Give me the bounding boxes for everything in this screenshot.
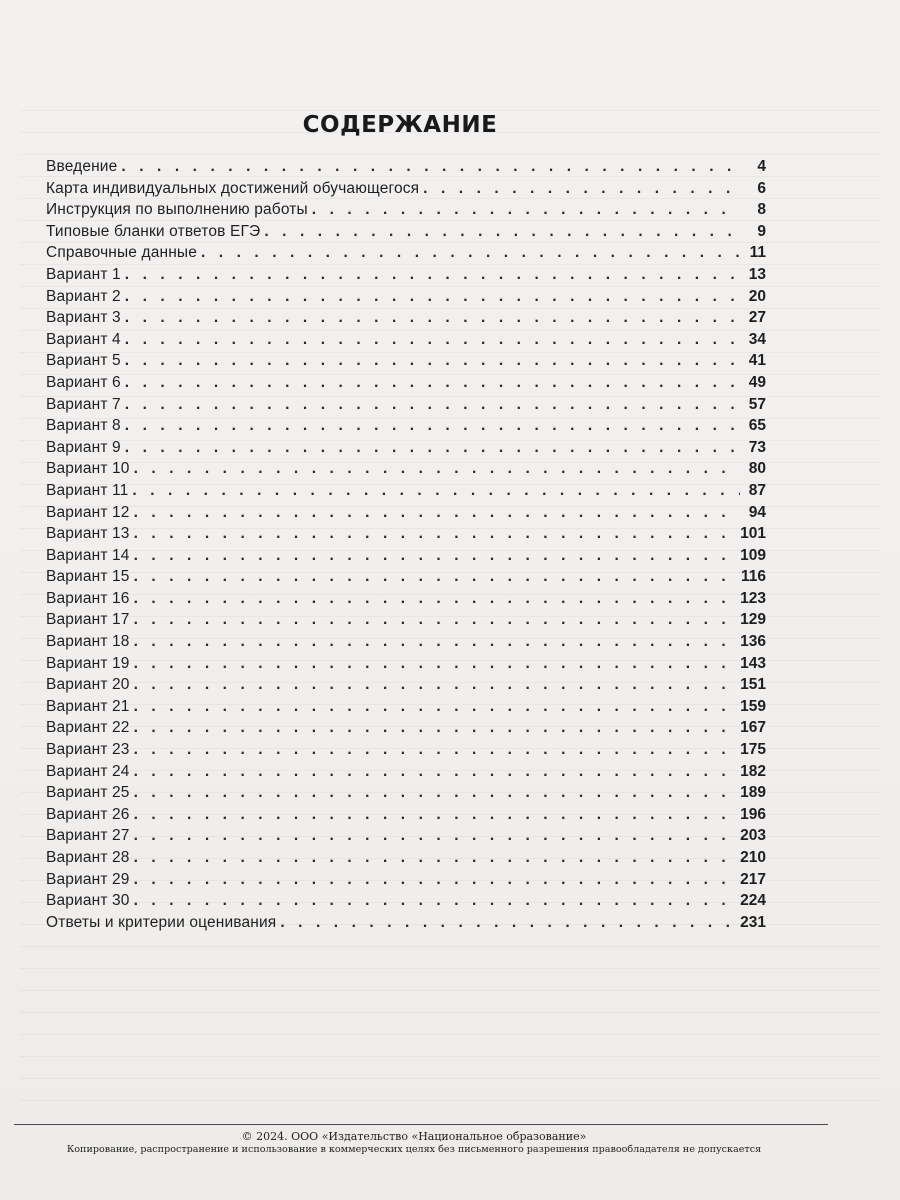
toc-entry-page-number: 27 bbox=[748, 309, 766, 327]
toc-entry bbox=[46, 676, 766, 698]
toc-entry bbox=[46, 288, 766, 310]
toc-entry-page-number: 49 bbox=[748, 373, 766, 391]
toc-entry-page-number: 87 bbox=[748, 481, 766, 499]
toc-dot-leader bbox=[125, 417, 740, 435]
toc-entry-label: Вариант 27 bbox=[46, 827, 130, 845]
toc-entry bbox=[46, 719, 766, 741]
toc-entry-page-number: 109 bbox=[740, 546, 766, 564]
toc-entry bbox=[46, 547, 766, 569]
toc-entry-page-number: 20 bbox=[748, 287, 766, 305]
bleed-through-line bbox=[20, 144, 880, 155]
toc-dot-leader bbox=[134, 676, 737, 694]
toc-dot-leader bbox=[134, 784, 737, 802]
bleed-through-line bbox=[20, 1002, 880, 1013]
toc-entry-page-number: 167 bbox=[740, 719, 766, 737]
toc-dot-leader bbox=[132, 482, 740, 500]
toc-entry-label: Типовые бланки ответов ЕГЭ bbox=[46, 222, 261, 240]
toc-entry-page-number: 189 bbox=[740, 784, 766, 802]
toc-dot-leader bbox=[134, 741, 737, 759]
toc-entry bbox=[46, 266, 766, 288]
toc-entry bbox=[46, 417, 766, 439]
toc-entry-label: Вариант 26 bbox=[46, 805, 130, 823]
toc-dot-leader bbox=[134, 633, 737, 651]
toc-dot-leader bbox=[134, 611, 737, 629]
toc-entry-page-number: 123 bbox=[740, 589, 766, 607]
toc-dot-leader bbox=[134, 590, 737, 608]
toc-entry-label: Вариант 4 bbox=[46, 330, 121, 348]
toc-entry bbox=[46, 482, 766, 504]
toc-entry-page-number: 6 bbox=[757, 179, 766, 197]
toc-entry-label: Вариант 8 bbox=[46, 417, 121, 435]
toc-dot-leader bbox=[134, 827, 737, 845]
toc-entry-page-number: 116 bbox=[740, 568, 766, 586]
toc-entry-page-number: 224 bbox=[740, 892, 766, 910]
toc-entry-page-number: 196 bbox=[740, 805, 766, 823]
toc-dot-leader bbox=[134, 719, 737, 737]
toc-dot-leader bbox=[134, 849, 737, 867]
toc-dot-leader bbox=[134, 460, 740, 478]
bleed-through-line bbox=[20, 958, 880, 969]
toc-entry-label: Вариант 20 bbox=[46, 676, 130, 694]
toc-entry-page-number: 159 bbox=[740, 697, 766, 715]
toc-entry bbox=[46, 331, 766, 353]
toc-dot-leader bbox=[125, 288, 740, 306]
toc-entry bbox=[46, 568, 766, 590]
footer-notice: Копирование, распространение и использование в коммерческих целях без письменного разрешения правообладателя не допускается bbox=[66, 1144, 762, 1155]
toc-dot-leader bbox=[134, 806, 737, 824]
toc-dot-leader bbox=[134, 525, 737, 543]
toc-entry-label: Вариант 6 bbox=[46, 373, 121, 391]
toc-entry-page-number: 73 bbox=[748, 438, 766, 456]
toc-entry-page-number: 210 bbox=[740, 849, 766, 866]
toc-entry-label: Вариант 5 bbox=[46, 352, 121, 370]
toc-entry-label: Вариант 7 bbox=[46, 395, 121, 413]
toc-dot-leader bbox=[134, 892, 737, 910]
toc-dot-leader bbox=[423, 180, 740, 198]
toc-entry bbox=[46, 655, 766, 677]
toc-entry-label: Вариант 2 bbox=[46, 287, 121, 305]
toc-entry-label: Вариант 12 bbox=[46, 503, 130, 521]
toc-entry-label: Ответы и критерии оценивания bbox=[46, 913, 277, 931]
toc-entry-page-number: 4 bbox=[757, 158, 766, 175]
toc-entry-label: Вариант 9 bbox=[46, 438, 121, 456]
toc-entry-label: Вариант 10 bbox=[46, 460, 130, 478]
toc-entry bbox=[46, 460, 766, 482]
toc-entry-page-number: 94 bbox=[748, 503, 766, 521]
toc-entry-label: Вариант 3 bbox=[46, 309, 121, 327]
toc-dot-leader bbox=[125, 352, 740, 370]
toc-entry bbox=[46, 396, 766, 418]
toc-entry-page-number: 136 bbox=[740, 633, 766, 651]
toc-entry-label: Вариант 19 bbox=[46, 654, 130, 672]
toc-entry bbox=[46, 806, 766, 828]
toc-dot-leader bbox=[134, 655, 737, 673]
toc-entry-label: Вариант 16 bbox=[46, 589, 130, 607]
toc-dot-leader bbox=[134, 504, 740, 522]
toc-entry-label: Вариант 14 bbox=[46, 546, 130, 564]
toc-entry bbox=[46, 504, 766, 526]
toc-entry bbox=[46, 763, 766, 785]
toc-entry-label: Инструкция по выполнению работы bbox=[46, 201, 308, 219]
toc-entry-label: Вариант 29 bbox=[46, 870, 130, 888]
toc-dot-leader bbox=[134, 698, 737, 716]
toc-entry-label: Вариант 11 bbox=[46, 481, 129, 499]
toc-dot-leader bbox=[264, 223, 740, 241]
toc-entry-page-number: 9 bbox=[757, 222, 766, 240]
bleed-through-line bbox=[20, 100, 880, 111]
toc-entry-page-number: 129 bbox=[740, 611, 766, 629]
bleed-through-line bbox=[20, 980, 880, 991]
toc-entry-page-number: 8 bbox=[757, 201, 766, 219]
toc-entry-page-number: 143 bbox=[740, 654, 766, 672]
toc-entry-label: Вариант 17 bbox=[46, 611, 130, 629]
toc-entry-label: Вариант 23 bbox=[46, 741, 130, 759]
toc-entry-label: Вариант 1 bbox=[46, 265, 121, 283]
toc-entry bbox=[46, 741, 766, 763]
toc-entry bbox=[46, 223, 766, 245]
toc-entry-page-number: 101 bbox=[740, 525, 766, 543]
toc-entry-page-number: 182 bbox=[740, 762, 766, 780]
toc-entry-label: Вариант 28 bbox=[46, 849, 130, 866]
toc-entry-label: Вариант 22 bbox=[46, 719, 130, 737]
toc-entry bbox=[46, 784, 766, 806]
toc-dot-leader bbox=[134, 763, 737, 781]
toc-entry bbox=[46, 633, 766, 655]
toc-dot-leader bbox=[280, 914, 736, 932]
toc-dot-leader bbox=[121, 158, 740, 176]
toc-entry bbox=[46, 525, 766, 547]
toc-entry-label: Карта индивидуальных достижений обучающегося bbox=[46, 179, 420, 197]
page-title: СОДЕРЖАНИЕ bbox=[302, 112, 498, 138]
toc-entry-page-number: 13 bbox=[748, 265, 766, 283]
toc-entry-label: Вариант 30 bbox=[46, 892, 130, 910]
toc-entry-page-number: 11 bbox=[749, 244, 766, 262]
toc-entry bbox=[46, 849, 766, 871]
toc-entry-page-number: 80 bbox=[748, 460, 766, 478]
toc-entry bbox=[46, 698, 766, 720]
toc-entry bbox=[46, 892, 766, 914]
toc-entry bbox=[46, 611, 766, 633]
toc-dot-leader bbox=[134, 547, 737, 565]
toc-entry bbox=[46, 827, 766, 849]
toc-dot-leader bbox=[312, 201, 740, 219]
toc-entry-label: Вариант 24 bbox=[46, 762, 130, 780]
toc-entry bbox=[46, 352, 766, 374]
toc-dot-leader bbox=[125, 396, 740, 414]
bleed-through-line bbox=[20, 1090, 880, 1101]
toc-entry-page-number: 175 bbox=[740, 741, 766, 759]
toc-dot-leader bbox=[125, 439, 740, 457]
toc-entry-page-number: 231 bbox=[740, 913, 766, 931]
toc-entry bbox=[46, 180, 766, 202]
toc-dot-leader bbox=[134, 568, 737, 586]
toc-entry-page-number: 41 bbox=[748, 352, 766, 370]
bleed-through-line bbox=[20, 1068, 880, 1079]
toc-entry-label: Справочные данные bbox=[46, 244, 197, 262]
toc-entry-label: Вариант 18 bbox=[46, 633, 130, 651]
toc-entry bbox=[46, 914, 766, 936]
toc-entry bbox=[46, 439, 766, 461]
toc-dot-leader bbox=[125, 266, 740, 284]
toc-entry bbox=[46, 871, 766, 893]
toc-entry-label: Введение bbox=[46, 158, 118, 175]
bleed-through-line bbox=[20, 1024, 880, 1035]
toc-entry-page-number: 57 bbox=[748, 395, 766, 413]
table-of-contents bbox=[46, 158, 766, 935]
toc-entry bbox=[46, 201, 766, 223]
toc-dot-leader bbox=[201, 244, 740, 262]
toc-entry bbox=[46, 590, 766, 612]
toc-entry-label: Вариант 13 bbox=[46, 525, 130, 543]
toc-entry-page-number: 217 bbox=[740, 870, 766, 888]
toc-entry-label: Вариант 25 bbox=[46, 784, 130, 802]
bleed-through-line bbox=[20, 1046, 880, 1057]
toc-entry-page-number: 65 bbox=[748, 417, 766, 435]
toc-dot-leader bbox=[125, 374, 740, 392]
toc-entry bbox=[46, 158, 766, 180]
footer-divider bbox=[14, 1124, 828, 1125]
toc-entry-page-number: 151 bbox=[740, 676, 766, 694]
footer-copyright: © 2024. ООО «Издательство «Национальное образование» bbox=[241, 1130, 587, 1143]
toc-entry bbox=[46, 374, 766, 396]
bleed-through-line bbox=[20, 936, 880, 947]
toc-entry bbox=[46, 309, 766, 331]
toc-entry-label: Вариант 21 bbox=[46, 697, 130, 715]
toc-dot-leader bbox=[125, 331, 740, 349]
toc-entry-page-number: 203 bbox=[740, 827, 766, 845]
toc-dot-leader bbox=[125, 309, 740, 327]
toc-entry-page-number: 34 bbox=[748, 330, 766, 348]
toc-entry-label: Вариант 15 bbox=[46, 568, 130, 586]
toc-dot-leader bbox=[134, 871, 737, 889]
toc-entry bbox=[46, 244, 766, 266]
